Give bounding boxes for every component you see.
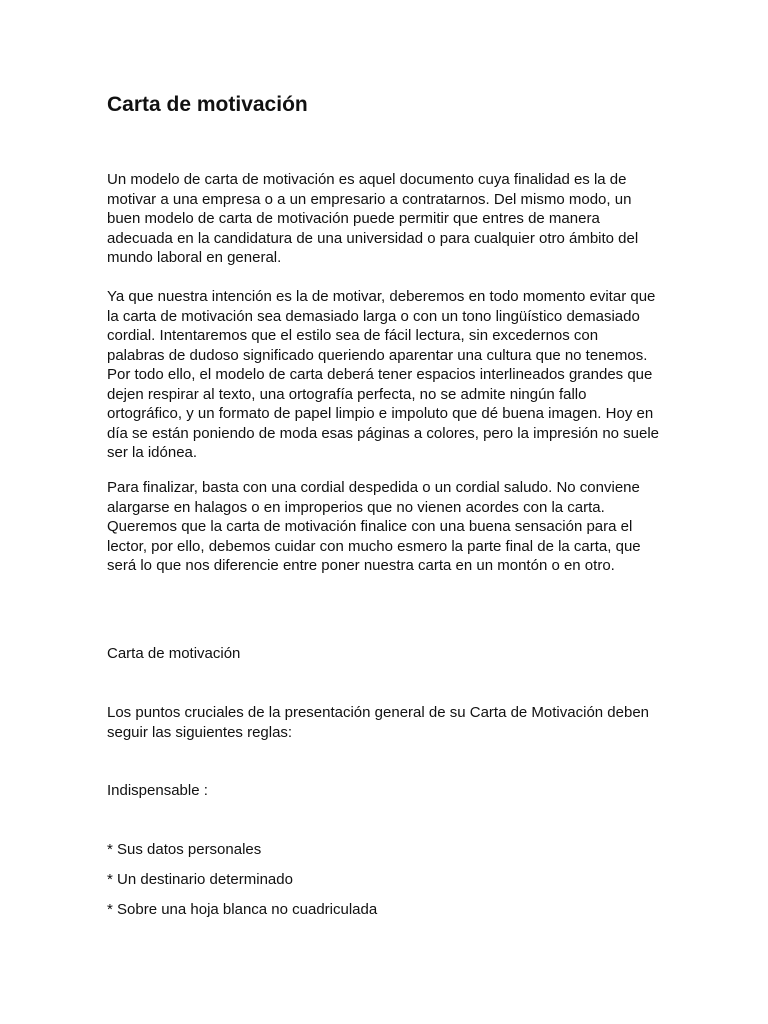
paragraph-line: adecuada en la candidatura de una universidad o para cualquier otro ámbito del [107, 229, 639, 247]
list-item: * Sobre una hoja blanca no cuadriculada [107, 901, 378, 918]
paragraph-line: buen modelo de carta de motivación puede permitir que entres de manera [107, 210, 600, 227]
document-title: Carta de motivación [107, 93, 308, 116]
paragraph-line: palabras de dudoso significado queriendo aparentar una cultura que no tenemos. [107, 346, 648, 364]
paragraph-rules [107, 703, 649, 742]
paragraph-line: motivar a una empresa o a un empresario a contratarnos. Del mismo modo, un [107, 190, 632, 208]
paragraph-line: Para finalizar, basta con una cordial despedida o un cordial saludo. No conviene [107, 479, 640, 496]
section-subtitle: Carta de motivación [107, 645, 241, 662]
paragraph-line: cordial. Intentaremos que el estilo sea de fácil lectura, sin excedernos con [107, 327, 599, 344]
indispensable-label: Indispensable : [107, 782, 208, 799]
paragraph-line: Por todo ello, el modelo de carta deberá tener espacios interlineados grandes que [107, 366, 653, 383]
paragraph-line: la carta de motivación sea demasiado larga o con un tono lingüístico demasiado [107, 307, 640, 325]
paragraph-line: lector, por ello, debemos cuidar con mucho esmero la parte final de la carta, que [107, 537, 641, 555]
paragraph-line: alargarse en halagos o en improperios que no vienen acordes con la carta. [107, 498, 605, 516]
paragraph-line: Ya que nuestra intención es la de motivar, deberemos en todo momento evitar que [107, 288, 656, 305]
paragraph-line: será lo que nos diferencie entre poner nuestra carta en un montón o en otro. [107, 557, 615, 574]
paragraph-closing [107, 478, 641, 576]
list-item: * Sus datos personales [107, 841, 262, 858]
paragraph-line: día se están poniendo de moda esas páginas a colores, pero la impresión no suele [107, 424, 660, 442]
list-item: * Un destinario determinado [107, 871, 293, 888]
paragraph-line: ser la idónea. [107, 444, 198, 461]
paragraph-line: mundo laboral en general. [107, 249, 282, 266]
paragraph-line: seguir las siguientes reglas: [107, 723, 293, 741]
paragraph-line: Queremos que la carta de motivación finalice con una buena sensación para el [107, 518, 633, 535]
paragraph-line: dejen respirar al texto, una ortografía perfecta, no se admite ningún fallo [107, 385, 587, 403]
paragraph-line: Un modelo de carta de motivación es aquel documento cuya finalidad es la de [107, 171, 627, 188]
paragraph-line: Los puntos cruciales de la presentación general de su Carta de Motivación deben [107, 704, 650, 721]
paragraph-style [107, 287, 659, 463]
paragraph-line: ortográfico, y un formato de papel limpio e impoluto que dé buena imagen. Hoy en [107, 405, 654, 422]
paragraph-intro [107, 170, 638, 268]
